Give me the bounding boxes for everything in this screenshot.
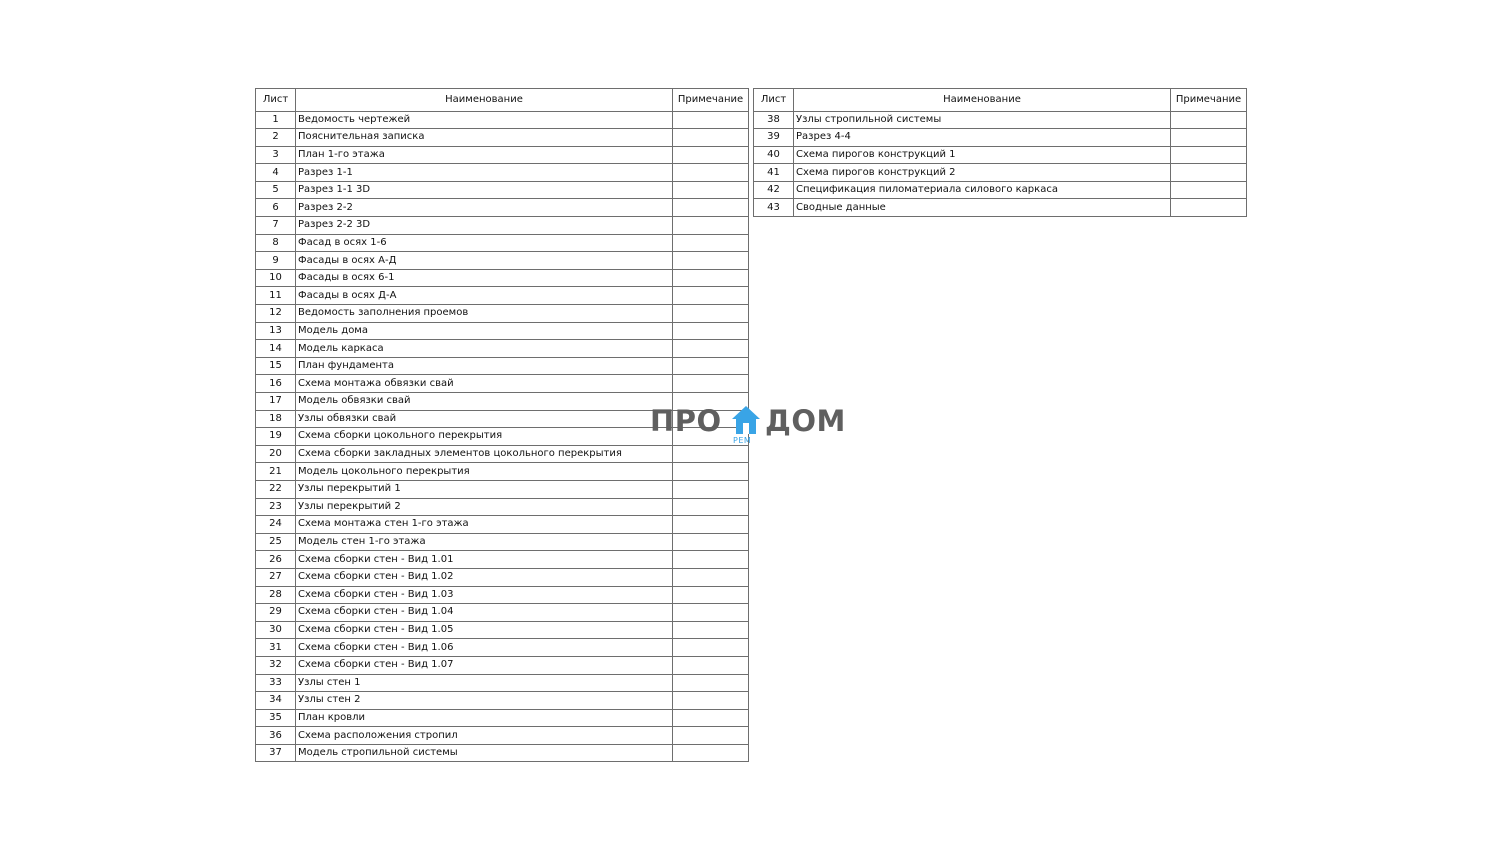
sheet-number-cell: 14 (256, 340, 296, 358)
sheet-name-cell: Фасады в осях Д-А (296, 287, 673, 305)
table-row (754, 111, 1247, 129)
table-row (256, 463, 749, 481)
sheet-number-cell: 2 (256, 129, 296, 147)
sheet-name-cell: Схема монтажа стен 1-го этажа (296, 516, 673, 534)
sheet-number-cell: 17 (256, 393, 296, 411)
sheet-name-cell: Ведомость заполнения проемов (296, 305, 673, 323)
sheet-name-cell: Схема сборки цокольного перекрытия (296, 428, 673, 446)
sheet-number-cell: 5 (256, 181, 296, 199)
sheet-name-cell: Разрез 2-2 (296, 199, 673, 217)
sheet-number-cell: 8 (256, 234, 296, 252)
sheet-number-cell: 42 (754, 181, 794, 199)
note-cell (673, 129, 749, 147)
sheet-number-cell: 29 (256, 604, 296, 622)
watermark-text-left: ПРО (650, 404, 722, 438)
table-row (256, 709, 749, 727)
sheet-name-cell: Схема сборки стен - Вид 1.02 (296, 568, 673, 586)
note-cell (673, 340, 749, 358)
sheet-name-cell: Узлы перекрытий 1 (296, 480, 673, 498)
sheet-name-cell: Сводные данные (794, 199, 1171, 217)
watermark-logo (650, 404, 850, 448)
table-row (256, 340, 749, 358)
table-row (256, 744, 749, 762)
note-cell (673, 146, 749, 164)
sheet-number-cell: 18 (256, 410, 296, 428)
note-cell (673, 533, 749, 551)
note-cell (673, 269, 749, 287)
table-row (256, 357, 749, 375)
sheet-number-cell: 15 (256, 357, 296, 375)
note-cell (673, 639, 749, 657)
sheet-number-cell: 38 (754, 111, 794, 129)
header-name: Наименование (794, 89, 1171, 112)
note-cell (673, 322, 749, 340)
table-row (256, 727, 749, 745)
table-row (256, 639, 749, 657)
note-cell (673, 111, 749, 129)
sheet-name-cell: Узлы стен 2 (296, 692, 673, 710)
note-cell (673, 656, 749, 674)
header-note: Примечание (1171, 89, 1247, 112)
sheet-number-cell: 19 (256, 428, 296, 446)
note-cell (1171, 164, 1247, 182)
note-cell (673, 551, 749, 569)
sheet-number-cell: 13 (256, 322, 296, 340)
sheet-number-cell: 23 (256, 498, 296, 516)
table-row (256, 568, 749, 586)
table-row (256, 516, 749, 534)
sheet-number-cell: 37 (256, 744, 296, 762)
table-row (256, 551, 749, 569)
sheet-number-cell: 9 (256, 252, 296, 270)
note-cell (1171, 111, 1247, 129)
sheet-name-cell: Схема сборки стен - Вид 1.03 (296, 586, 673, 604)
table-row (256, 533, 749, 551)
drawing-list-table-right (753, 88, 1247, 217)
sheet-name-cell: Спецификация пиломатериала силового каркаса (794, 181, 1171, 199)
note-cell (673, 234, 749, 252)
table-row (256, 199, 749, 217)
note-cell (673, 586, 749, 604)
sheet-number-cell: 16 (256, 375, 296, 393)
sheet-name-cell: Схема сборки стен - Вид 1.01 (296, 551, 673, 569)
sheet-number-cell: 3 (256, 146, 296, 164)
sheet-number-cell: 40 (754, 146, 794, 164)
watermark-text-right: ДОМ (765, 404, 846, 438)
table-header-row (754, 89, 1247, 112)
note-cell (673, 305, 749, 323)
sheet-name-cell: Модель стропильной системы (296, 744, 673, 762)
sheet-name-cell: План фундамента (296, 357, 673, 375)
sheet-number-cell: 31 (256, 639, 296, 657)
header-name: Наименование (296, 89, 673, 112)
sheet-number-cell: 26 (256, 551, 296, 569)
sheet-name-cell: Модель стен 1-го этажа (296, 533, 673, 551)
note-cell (1171, 181, 1247, 199)
note-cell (1171, 146, 1247, 164)
table-row (256, 322, 749, 340)
sheet-number-cell: 34 (256, 692, 296, 710)
sheet-number-cell: 24 (256, 516, 296, 534)
table-header-row (256, 89, 749, 112)
note-cell (673, 621, 749, 639)
sheet-name-cell: Схема сборки стен - Вид 1.07 (296, 656, 673, 674)
sheet-number-cell: 33 (256, 674, 296, 692)
table-row (256, 269, 749, 287)
sheet-name-cell: Разрез 2-2 3D (296, 217, 673, 235)
sheet-number-cell: 12 (256, 305, 296, 323)
sheet-name-cell: План кровли (296, 709, 673, 727)
sheet-name-cell: Модель обвязки свай (296, 393, 673, 411)
table-row (754, 164, 1247, 182)
note-cell (673, 604, 749, 622)
sheet-name-cell: Разрез 1-1 (296, 164, 673, 182)
table-row (256, 375, 749, 393)
sheet-number-cell: 20 (256, 445, 296, 463)
header-sheet: Лист (256, 89, 296, 112)
sheet-number-cell: 32 (256, 656, 296, 674)
table-row (256, 674, 749, 692)
sheet-number-cell: 35 (256, 709, 296, 727)
sheet-number-cell: 41 (754, 164, 794, 182)
note-cell (673, 164, 749, 182)
sheet-name-cell: Схема монтажа обвязки свай (296, 375, 673, 393)
sheet-number-cell: 30 (256, 621, 296, 639)
note-cell (673, 516, 749, 534)
sheet-name-cell: Разрез 1-1 3D (296, 181, 673, 199)
sheet-name-cell: Схема пирогов конструкций 2 (794, 164, 1171, 182)
table-row (754, 199, 1247, 217)
table-row (256, 146, 749, 164)
note-cell (673, 709, 749, 727)
sheet-number-cell: 36 (256, 727, 296, 745)
sheet-number-cell: 22 (256, 480, 296, 498)
note-cell (673, 744, 749, 762)
sheet-name-cell: Узлы перекрытий 2 (296, 498, 673, 516)
sheet-number-cell: 43 (754, 199, 794, 217)
note-cell (673, 498, 749, 516)
table-row (256, 287, 749, 305)
sheet-name-cell: Фасады в осях 6-1 (296, 269, 673, 287)
sheet-number-cell: 10 (256, 269, 296, 287)
sheet-number-cell: 6 (256, 199, 296, 217)
sheet-name-cell: Модель каркаса (296, 340, 673, 358)
sheet-number-cell: 25 (256, 533, 296, 551)
note-cell (673, 463, 749, 481)
table-row (256, 111, 749, 129)
sheet-number-cell: 27 (256, 568, 296, 586)
sheet-name-cell: Ведомость чертежей (296, 111, 673, 129)
table-row (754, 181, 1247, 199)
sheet-name-cell: Модель цокольного перекрытия (296, 463, 673, 481)
house-icon (730, 404, 762, 436)
sheet-name-cell: Схема сборки стен - Вид 1.06 (296, 639, 673, 657)
table-row (754, 129, 1247, 147)
note-cell (673, 199, 749, 217)
table-row (256, 234, 749, 252)
table-row (256, 129, 749, 147)
note-cell (673, 674, 749, 692)
note-cell (673, 692, 749, 710)
sheet-name-cell: План 1-го этажа (296, 146, 673, 164)
table-row (256, 252, 749, 270)
table-row (256, 656, 749, 674)
note-cell (673, 727, 749, 745)
table-row (256, 586, 749, 604)
note-cell (673, 287, 749, 305)
note-cell (673, 568, 749, 586)
note-cell (673, 181, 749, 199)
table-row (754, 146, 1247, 164)
sheet-name-cell: Узлы стропильной системы (794, 111, 1171, 129)
sheet-name-cell: Разрез 4-4 (794, 129, 1171, 147)
note-cell (1171, 129, 1247, 147)
note-cell (1171, 199, 1247, 217)
table-row (256, 181, 749, 199)
note-cell (673, 357, 749, 375)
table-row (256, 604, 749, 622)
note-cell (673, 375, 749, 393)
sheet-name-cell: Модель дома (296, 322, 673, 340)
sheet-name-cell: Схема сборки закладных элементов цокольного перекрытия (296, 445, 673, 463)
table-row (256, 621, 749, 639)
sheet-name-cell: Фасад в осях 1-6 (296, 234, 673, 252)
sheet-number-cell: 11 (256, 287, 296, 305)
table-row (256, 164, 749, 182)
sheet-number-cell: 7 (256, 217, 296, 235)
watermark-subtext: РЕМ (733, 436, 752, 445)
header-sheet: Лист (754, 89, 794, 112)
sheet-name-cell: Фасады в осях А-Д (296, 252, 673, 270)
sheet-number-cell: 28 (256, 586, 296, 604)
sheet-name-cell: Схема сборки стен - Вид 1.05 (296, 621, 673, 639)
header-note: Примечание (673, 89, 749, 112)
sheet-number-cell: 39 (754, 129, 794, 147)
table-row (256, 692, 749, 710)
sheet-name-cell: Схема расположения стропил (296, 727, 673, 745)
sheet-name-cell: Пояснительная записка (296, 129, 673, 147)
sheet-number-cell: 4 (256, 164, 296, 182)
table-row (256, 305, 749, 323)
sheet-name-cell: Схема сборки стен - Вид 1.04 (296, 604, 673, 622)
sheet-name-cell: Узлы обвязки свай (296, 410, 673, 428)
sheet-name-cell: Схема пирогов конструкций 1 (794, 146, 1171, 164)
table-row (256, 217, 749, 235)
sheet-number-cell: 21 (256, 463, 296, 481)
note-cell (673, 480, 749, 498)
note-cell (673, 217, 749, 235)
sheet-number-cell: 1 (256, 111, 296, 129)
table-row (256, 498, 749, 516)
sheet-name-cell: Узлы стен 1 (296, 674, 673, 692)
note-cell (673, 252, 749, 270)
table-row (256, 480, 749, 498)
